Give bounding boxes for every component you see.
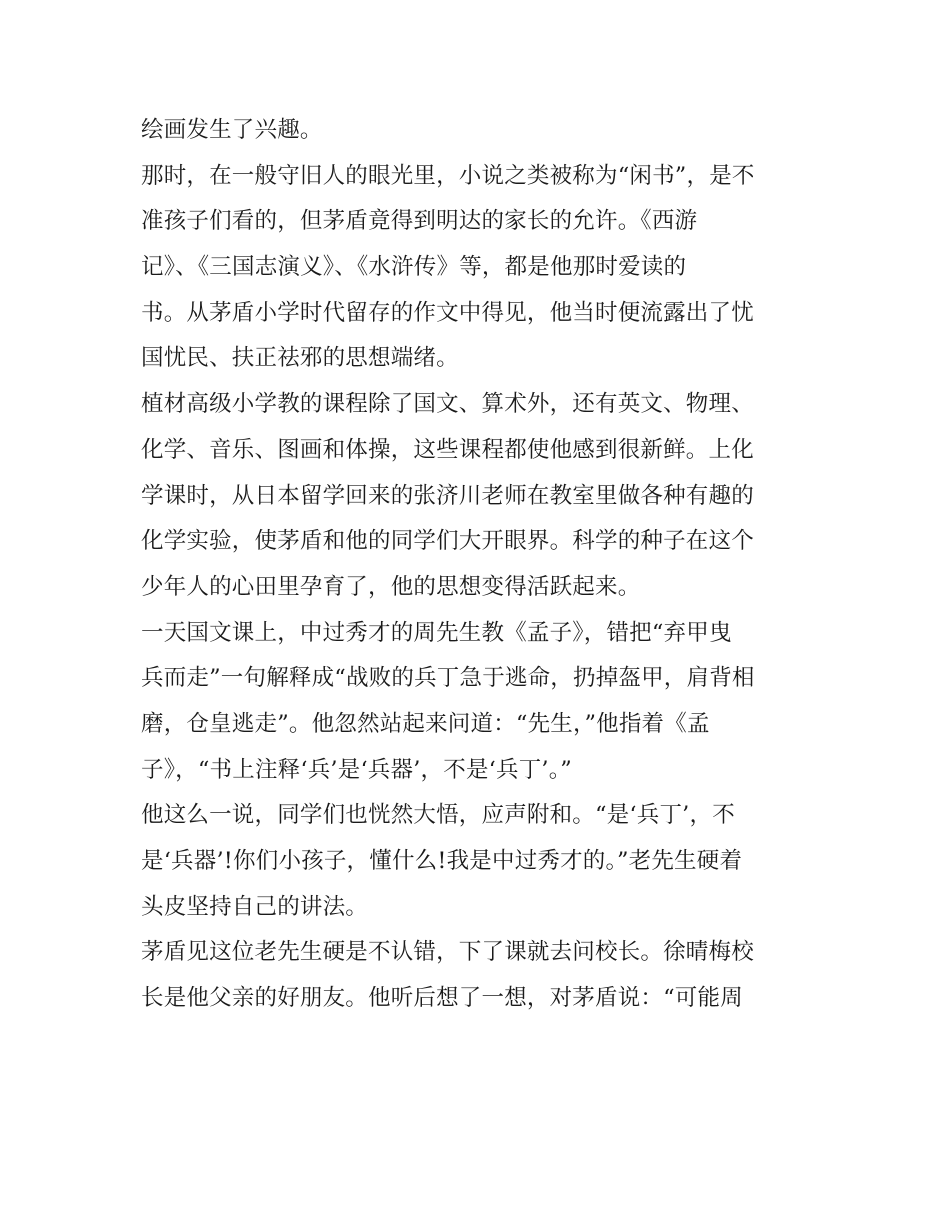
text-line: 国忧民、扶正祛邪的思想端绪。: [141, 345, 459, 372]
text-line: 记》、《三国志演义》、《水浒传》等，都是他那时爱读的: [141, 254, 687, 281]
text-line: 绘画发生了兴趣。: [141, 117, 323, 143]
text-line: 化学实验，使茅盾和他的同学们大开眼界。科学的种子在这个: [141, 528, 754, 555]
text-line: 植材高级小学教的课程除了国文、算术外，还有英文、物理、: [141, 391, 754, 418]
text-line: 他这么一说，同学们也恍然大悟，应声附和。“是‘兵丁’，不: [141, 802, 735, 829]
text-line: 头皮坚持自己的讲法。: [141, 893, 369, 920]
text-line: 是‘兵器’!你们小孩子，懂什么!我是中过秀才的。”老先生硬着: [141, 848, 743, 874]
text-line: 学课时，从日本留学回来的张济川老师在教室里做各种有趣的: [141, 482, 754, 509]
body-text: [141, 108, 821, 1022]
text-line: 一天国文课上，中过秀才的周先生教《孟子》，错把“弃甲曳: [141, 619, 732, 646]
text-line: 子》，“书上注释‘兵’是‘兵器’，不是‘兵丁’。”: [141, 756, 572, 783]
text-line: 准孩子们看的，但茅盾竟得到明达的家长的允许。《西游: [141, 208, 698, 235]
text-line: 长是他父亲的好朋友。他听后想了一想，对茅盾说：“可能周: [141, 985, 743, 1012]
text-line: 兵而走”一句解释成“战败的兵丁急于逃命，扔掉盔甲，肩背相: [141, 665, 755, 692]
text-line: 书。从茅盾小学时代留存的作文中得见，他当时便流露出了忧: [141, 299, 754, 326]
text-line: 化学、音乐、图画和体操，这些课程都使他感到很新鲜。上化: [141, 436, 754, 463]
text-line: 那时，在一般守旧人的眼光里，小说之类被称为“闲书”，是不: [141, 162, 755, 189]
text-line: 茅盾见这位老先生硬是不认错，下了课就去问校长。徐晴梅校: [141, 939, 754, 966]
text-line: 磨，仓皇逃走”。他忽然站起来问道：“先生，”他指着《孟: [141, 710, 710, 737]
text-line: 少年人的心田里孕育了，他的思想变得活跃起来。: [141, 573, 641, 600]
